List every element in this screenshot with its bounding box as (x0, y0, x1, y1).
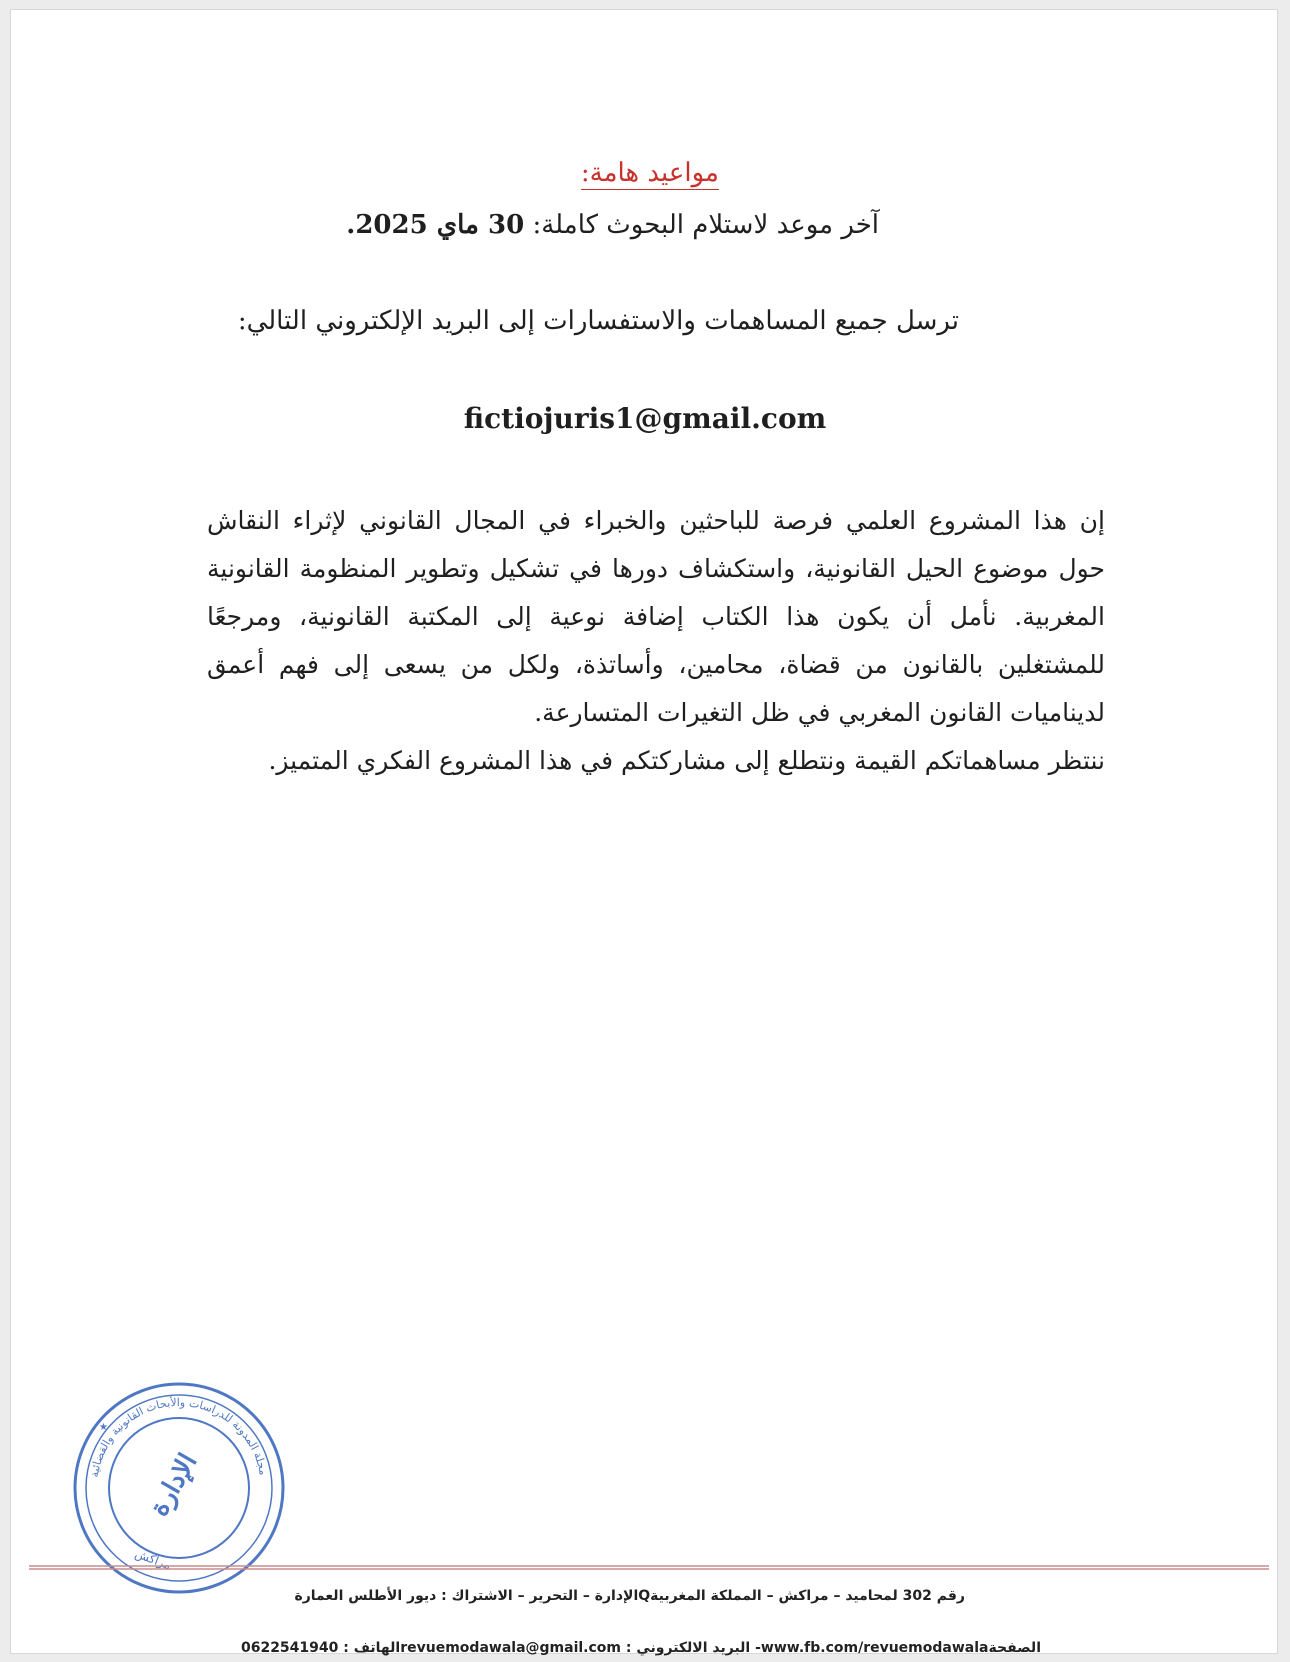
footer-address: رقم 302 لمحاميد – مراكش – المملكة المغربيةQالإدارة – التحرير – الاشتراك : ديور الأطلس العمارة (294, 1588, 965, 1604)
stamp-star-icon: ★ (99, 1422, 108, 1433)
contact-email[interactable]: fictiojuris1@gmail.com (463, 402, 827, 435)
deadline-date: 30 ماي 2025. (346, 210, 525, 240)
closing-line: ننتظر مساهماتكم القيمة ونتطلع إلى مشاركتكم في هذا المشروع الفكري المتميز. (268, 746, 1105, 775)
send-instructions: ترسل جميع المساهمات والاستفسارات إلى البريد الإلكتروني التالي: (237, 306, 959, 336)
footer-divider (29, 1564, 1269, 1571)
stamp-ring-text: مجلة المدونة للدراسات والأبحاث القانونية والقضائية (87, 1395, 270, 1479)
document-page (10, 9, 1278, 1654)
stamp-center-text: الإدارة (144, 1448, 204, 1522)
important-dates-heading (211, 158, 719, 188)
footer-contact: الصفحةwww.fb.com/revuemodawala- البريد الالكتروني : revuemodawala@gmail.comالهاتف : 0622541940 (240, 1640, 1041, 1656)
body-text (207, 497, 1105, 785)
body-paragraph: إن هذا المشروع العلمي فرصة للباحثين والخبراء في المجال القانوني لإثراء النقاش حول موضوع الحيل القانونية، واستكشاف دورها في تشكيل وتطوير المنظومة القانونية المغربية. نأمل أن يكون هذا الكتاب إضافة نوعية إلى المكتبة القانونية، ومرجعًا للمشتغلين بالقانون من قضاة، محامين، وأساتذة، ولكل من يسعى إلى فهم أعمق لديناميات القانون المغربي في ظل التغيرات المتسارعة. (207, 506, 1105, 727)
stamp-bottom-text: مراكش (133, 1546, 173, 1573)
deadline-line (211, 210, 879, 240)
deadline-prefix: آخر موعد لاستلام البحوث كاملة: (532, 210, 879, 240)
heading-text: مواعيد هامة: (580, 158, 719, 188)
